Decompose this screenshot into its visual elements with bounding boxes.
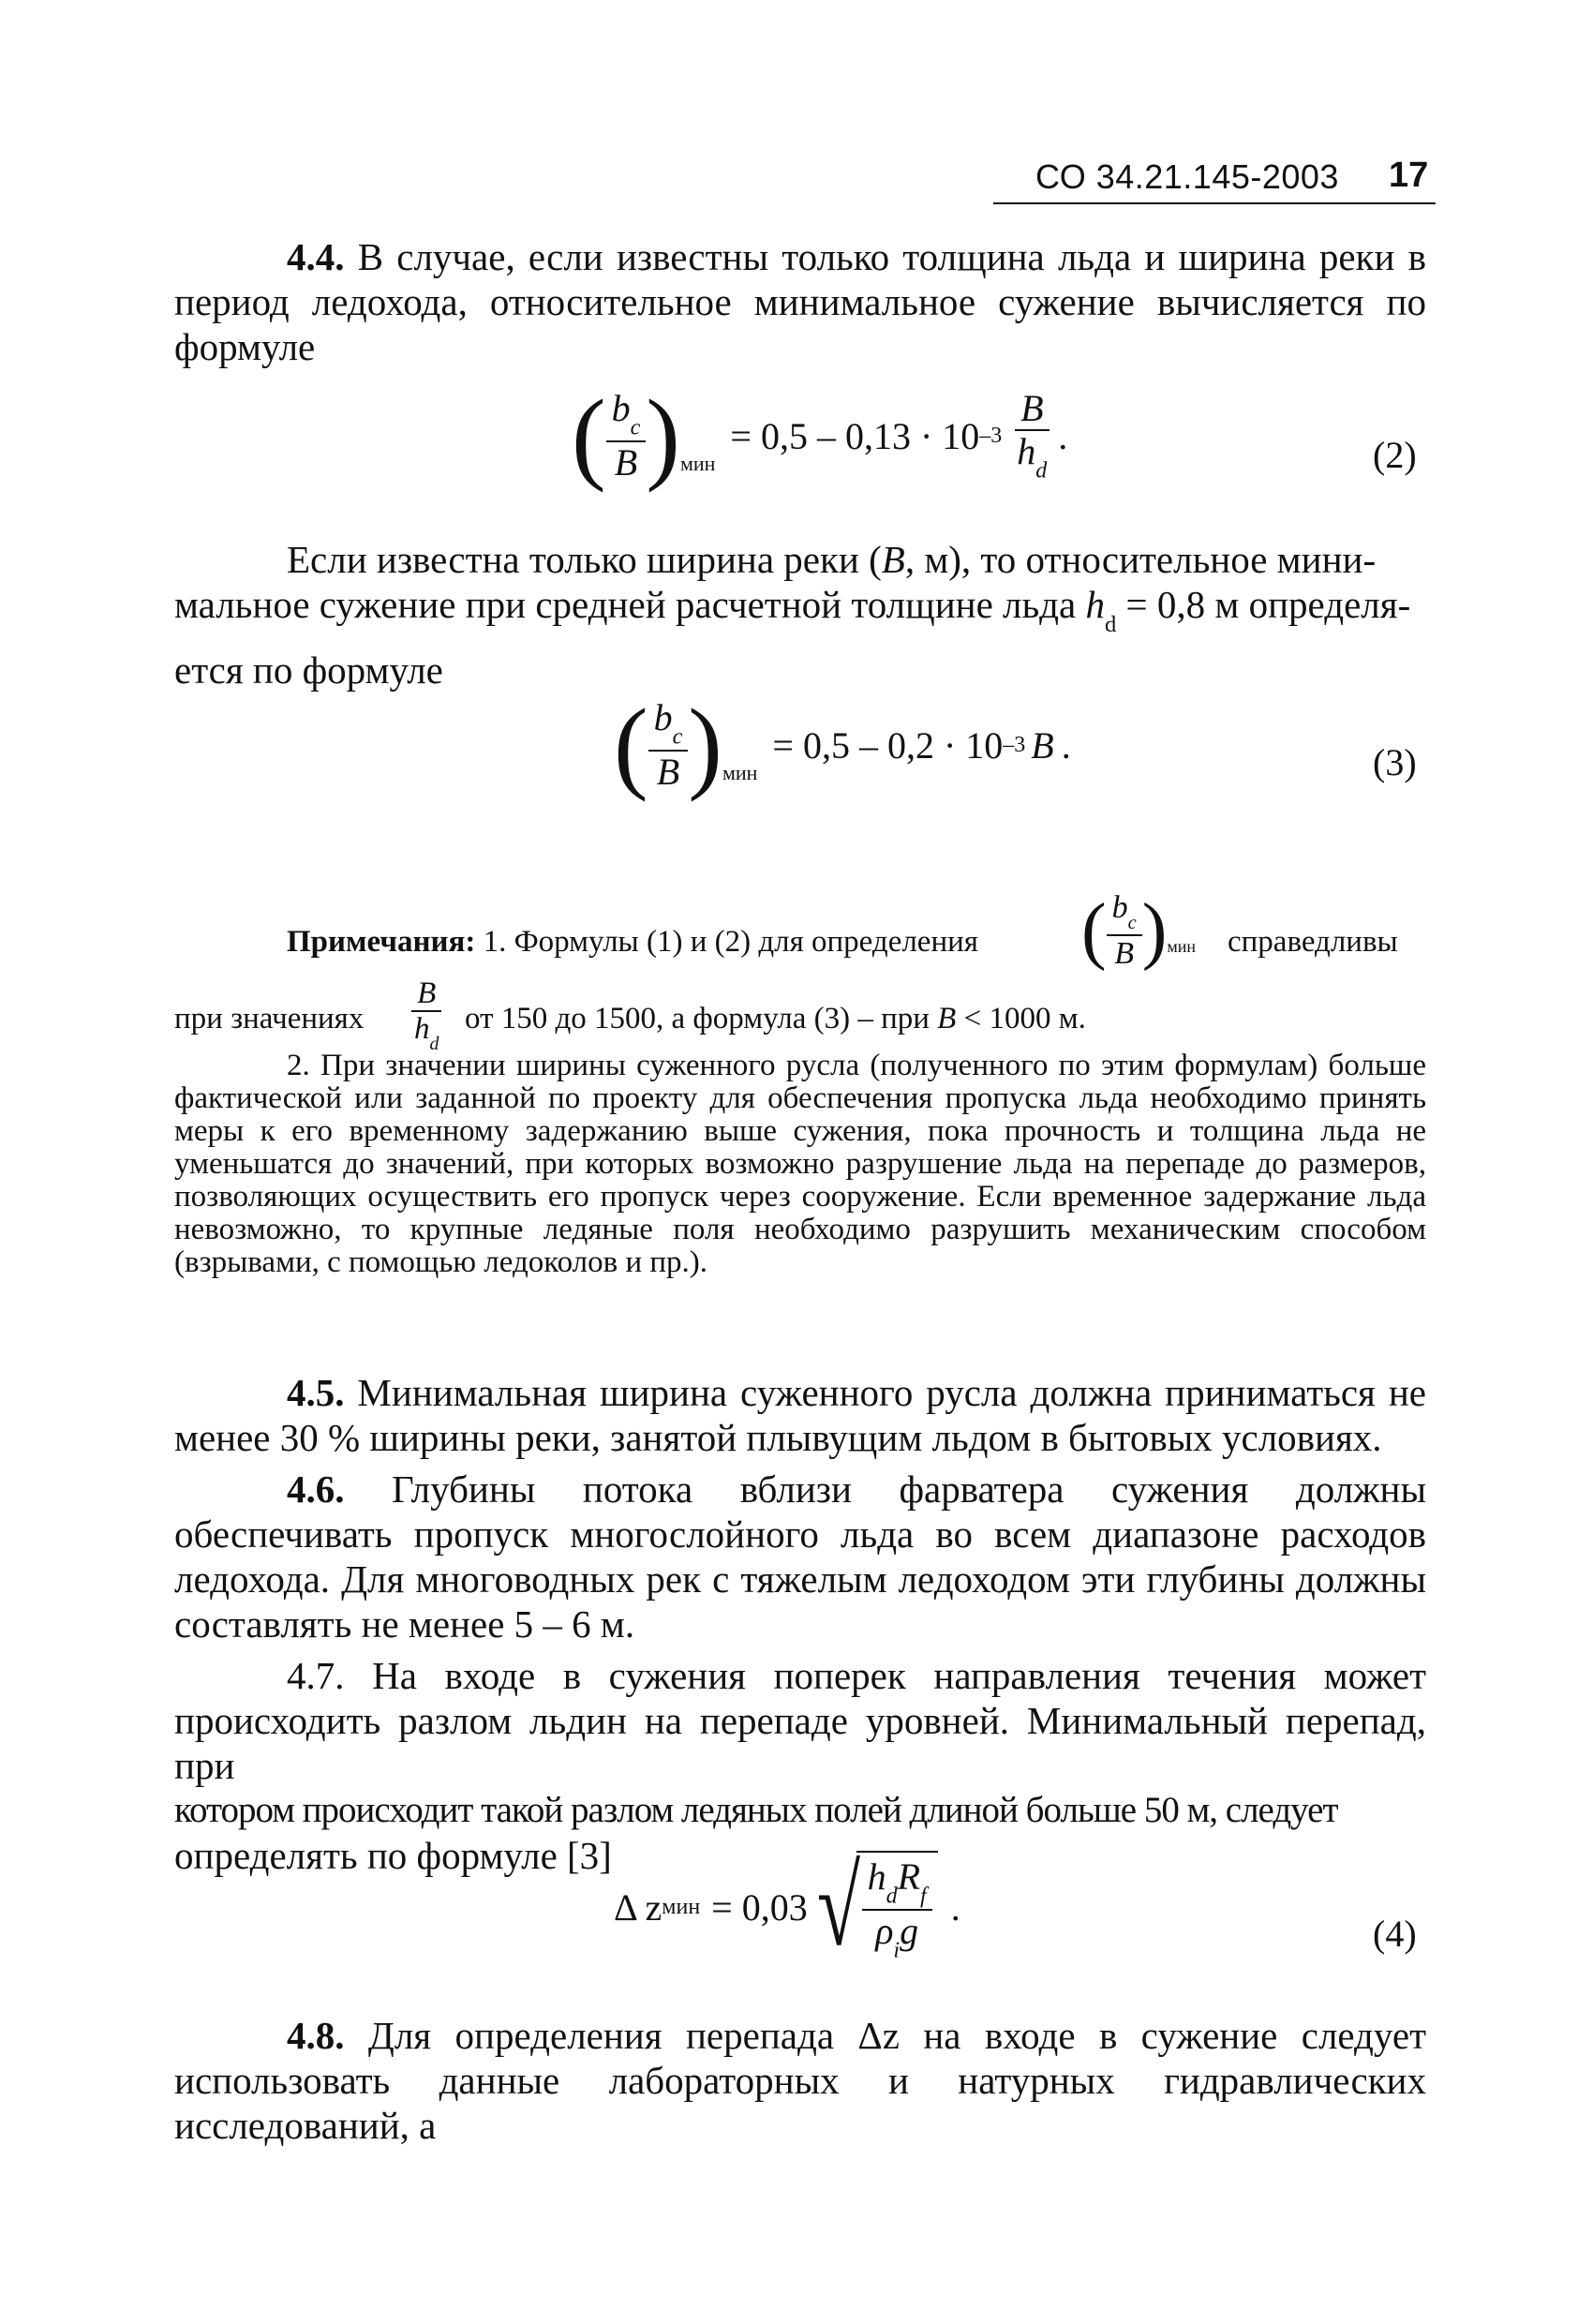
left-paren: ( (572, 379, 606, 493)
B-over-h-fraction: $\frac{B}{h_d}$ (1011, 388, 1052, 484)
formula-rhs: = 0,5 – 0,13 · 10 (730, 414, 980, 457)
formula-2: ( $\frac{b_с}{B}$ ) мин = 0,5 – 0,13 · 10 –3 $\frac{B}{h_d}$ . (572, 379, 1068, 493)
notes-title: Примечания: (287, 925, 476, 959)
paragraph-text: В случае, если известны только толщина льда и ширина реки в период ледохода, относительное минимальное сужение вычисляется по формуле (174, 235, 1426, 368)
page-header (993, 156, 1436, 204)
paragraph-4-6: 4.6. Глубины потока вблизи фарватера сужения должны обеспечивать пропуск многослойного льда во всем диапазоне расходов ледохода. Для многоводных рек с тяжелым ледоходом эти глубины должны составлять не менее 5 – 6 м. (174, 1467, 1426, 1646)
page-number: 17 (1389, 156, 1429, 195)
paragraph-width-only: Если известна только ширина реки (B, м), то относительное мини- мальное сужение при средней расчетной толщине льда $h_d = 0,8$ м определя- ется по формуле (174, 538, 1411, 692)
paragraph-4-8: 4.8. Для определения перепада Δz на входе в сужение следует использовать данные лабораторных и натурных гидравлических исследований, а (174, 2014, 1426, 2147)
radical-icon: √ (816, 1844, 860, 1969)
ratio-fraction: $\frac{b_с}{B}$ (606, 388, 647, 484)
document-number: СО 34.21.145-2003 (1035, 157, 1339, 196)
formula-4: Δ z мин = 0,03 √ $\frac{h_dR_f}{\rho_ig}$ . (614, 1844, 960, 1969)
exponent: –3 (1003, 732, 1026, 757)
B-over-h-fraction: $\frac{B}{h_d}$ (409, 976, 444, 1055)
delta-z: Δ z (614, 1885, 663, 1929)
right-paren: ) (646, 379, 680, 493)
subscript-min: мин (722, 761, 758, 784)
equation-number-4: (4) (1373, 1913, 1417, 1955)
left-paren: ( (614, 688, 648, 802)
equation-number-3: (3) (1373, 741, 1417, 783)
right-paren: ) (688, 688, 722, 802)
exponent: –3 (979, 423, 1003, 448)
paragraph-4-7: 4.7. На входе в сужения поперек направления течения может происходить разлом льдин на перепаде уровней. Минимальный перепад, при котором происходит такой разлом ледяных полей длиной больше 50 м, следует определять по формуле [3] (174, 1654, 1426, 1877)
formula-rhs: = 0,5 – 0,2 · 10 (772, 723, 1004, 767)
paragraph-4-4 (174, 234, 1426, 369)
sqrt-expression: √ $\frac{h_dR_f}{\rho_ig}$ (808, 1851, 938, 1963)
paragraph-4-5: 4.5. Минимальная ширина суженного русла должна приниматься не менее 30 % ширины реки, занятой плывущим льдом в бытовых условиях. (174, 1371, 1426, 1459)
notes-block: Примечания: 1. Формулы (1) и (2) для определения ( $\frac{b_с}{B}$ ) мин справедливы при значениях $\frac{B}{h_d}$ от 150 до 1500, а формула (3) – при B < 1000 м. 2. При значении ширины суженного русла (полученного по этим формулам) больше фактической или заданной по проекту для обеспечения пропуска льда необходимо принять меры к его временному задержанию выше сужения, пока прочность и толщина льда не уменьшатся до значений, при которых возможно разрушение льда на перепаде до размеров, позволяющих осуществить его пропуск через сооружение. Если временное задержание льда невозможно, то крупные ледяные поля необходимо разрушить механическим способом (взрывами, с помощью ледоколов и пр.). (174, 889, 1426, 1279)
ratio-fraction: $\frac{b_с}{B}$ (648, 697, 689, 793)
ratio-fraction: ( $\frac{b_с}{B}$ ) мин (1081, 889, 1196, 973)
equation-number-2: (2) (1373, 434, 1417, 476)
section-number: 4.4. (287, 235, 345, 278)
note-2: 2. При значении ширины суженного русла (полученного по этим формулам) больше фактической или заданной по проекту для обеспечения пропуска льда необходимо принять меры к его временному задержанию выше сужения, пока прочность и толщина льда не уменьшатся до значений, при которых возможно разрушение льда на перепаде до размеров, позволяющих осуществить его пропуск через сооружение. Если временное задержание льда невозможно, то крупные ледяные поля необходимо разрушить механическим способом (взрывами, с помощью ледоколов и пр.). (174, 1049, 1426, 1279)
subscript-min: мин (679, 452, 716, 475)
formula-3: ( $\frac{b_с}{B}$ ) мин = 0,5 – 0,2 · 10 –3 B . (614, 688, 1071, 802)
